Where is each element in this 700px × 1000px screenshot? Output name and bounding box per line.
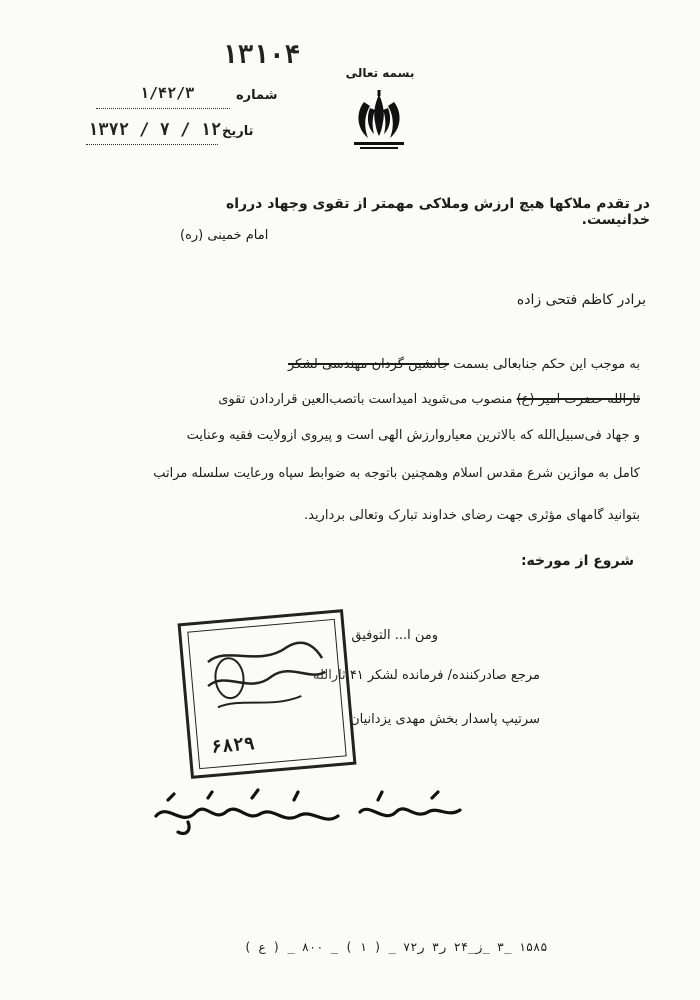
footer-code: ۱۵۸۵ _۳ _ز_۲۴ ر۳ ر۷۲ _ ( ۱ ) _ ۸۰۰ _ ( ع ) xyxy=(244,940,548,954)
body-line-4: کامل به موازین شرع مقدس اسلام وهمچنین باتوجه به ضوابط سپاه ورعایت سلسله مراتب xyxy=(153,466,640,481)
issuer-line: مرجع صادرکننده/ فرمانده لشکر ۴۱ ثارالله xyxy=(312,668,540,683)
imam-quote: در تقدم ملاکها هیچ ارزش وملاکی مهمتر از تقوی وجهاد درراه خدانیست. xyxy=(225,196,650,228)
date-label: تاریخ xyxy=(222,124,254,139)
rank-name: سرتیپ پاسدار بخش مهدی یزدانیان xyxy=(350,712,540,727)
quote-source: امام خمینی (ره) xyxy=(180,228,269,243)
handwritten-signature xyxy=(148,782,468,840)
body-line-1-struck: جانشین گردان مهندسی لشکر xyxy=(287,357,450,372)
date-value: ۱۳۷۲ / ۷ / ۱۲ xyxy=(88,120,222,140)
official-seal-icon xyxy=(178,609,357,779)
body-line-3: و جهاد فی‌سبیل‌الله که بالاترین معیاروارزش الهی است و پیروی ازولایت فقیه وعنایت xyxy=(186,428,640,443)
seal-number: ۶۸۲۹ xyxy=(210,733,256,759)
body-line-2-end: منصوب می‌شوید امیداست باتصب‌العین قراردادن تقوی xyxy=(218,392,513,407)
salutation: برادر کاظم فتحی زاده xyxy=(516,292,646,308)
body-line-2-struck: ثارالله حضرت امیر (ع) xyxy=(516,392,640,407)
start-date-label: شروع از مورخه: xyxy=(520,553,634,569)
number-label: شماره xyxy=(236,88,278,103)
body-line-1-start: به موجب این حکم جنابعالی بسمت xyxy=(453,357,640,372)
body-line-5: بتوانید گامهای مؤثری جهت رضای خداوند تبارک وتعالی بردارید. xyxy=(303,508,640,523)
seal-scribble xyxy=(196,632,332,723)
bismillah-heading: بسمه تعالی xyxy=(345,66,415,80)
body-line-2 xyxy=(218,392,640,407)
number-value: ۱/۴۲/۳ xyxy=(140,84,195,102)
body-line-1 xyxy=(288,357,640,372)
closing-phrase: ومن ا... التوفیق xyxy=(351,628,438,643)
iran-emblem-icon xyxy=(346,88,412,154)
registration-number: ۱۳۱۰۴ xyxy=(222,40,301,70)
